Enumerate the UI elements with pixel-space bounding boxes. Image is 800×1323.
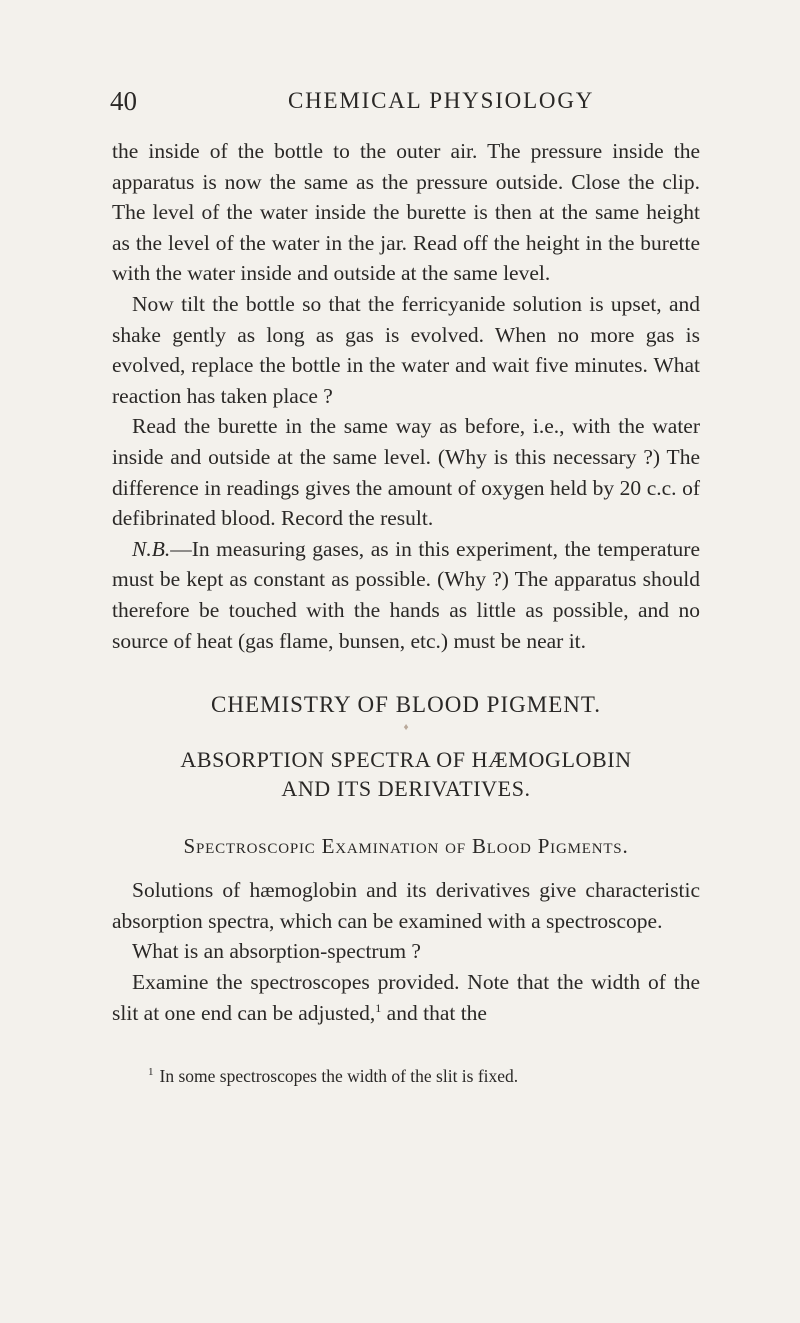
paragraph-solutions: Solutions of hæmoglobin and its derivatives give characteristic absorption spectra, which can be examined with a spectroscope. [112,878,700,933]
footnote-mark: 1 [148,1066,154,1079]
paragraph-tilt-bottle: Now tilt the bottle so that the ferricyanide solution is upset, and shake gently as long as gas is evolved. When no more gas is evolved, replace the bottle in the water and wait five minutes. What reaction has taken place ? [112,291,700,408]
nota-bene-text: —In measuring gases, as in this experiment, the temperature must be kept as constant as possible. (Why ?) The apparatus should therefore be touched with the hands as little as possible, and no source of heat (gas flame, bunsen, etc.) must be near it. [112,536,700,653]
footnote-text: In some spectroscopes the width of the slit is fixed. [159,1066,519,1086]
subsection-heading [112,745,700,803]
examine-text-end: and that the [381,1000,487,1025]
small-caps-heading-text: Spectroscopic Examination of Blood Pigments. [183,833,629,858]
page-number: 40 [110,86,137,116]
paragraph-read-burette: Read the burette in the same way as before, i.e., with the water inside and outside at the same level. (Why is this necessary ?) The difference in readings gives the amount of oxygen held by 20 c.c. of defibrinated blood. Record the result. [112,414,700,531]
running-title: CHEMICAL PHYSIOLOGY [288,88,595,113]
paragraph-examine [112,967,700,1028]
footnote-reference: 1 [375,1000,382,1015]
nota-bene-label: N.B. [132,536,171,561]
body-text [112,136,700,1028]
examine-text-start: Examine the spectroscopes provided. Note that the width of the slit at one end can be adjusted, [112,970,700,1025]
subsection-heading-line-1: ABSORPTION SPECTRA OF HÆMOGLOBIN [180,746,632,772]
running-head [110,86,710,120]
footnote [148,1066,708,1087]
paragraph-question: What is an absorption-spectrum ? [132,939,421,964]
subsection-heading-line-2: AND ITS DERIVATIVES. [281,775,531,801]
ornament-mark: ♦ [403,721,409,733]
paragraph-nota-bene [112,534,700,656]
section-heading: CHEMISTRY OF BLOOD PIGMENT. [211,692,601,718]
small-caps-heading [112,831,700,862]
paragraph-continuation: the inside of the bottle to the outer air. The pressure inside the apparatus is now the same as the pressure outside. Close the clip. The level of the water inside the burette is then at the same height as the level of the water in the jar. Read off the height in the burette with the water inside and outside at the same level. [112,139,700,286]
